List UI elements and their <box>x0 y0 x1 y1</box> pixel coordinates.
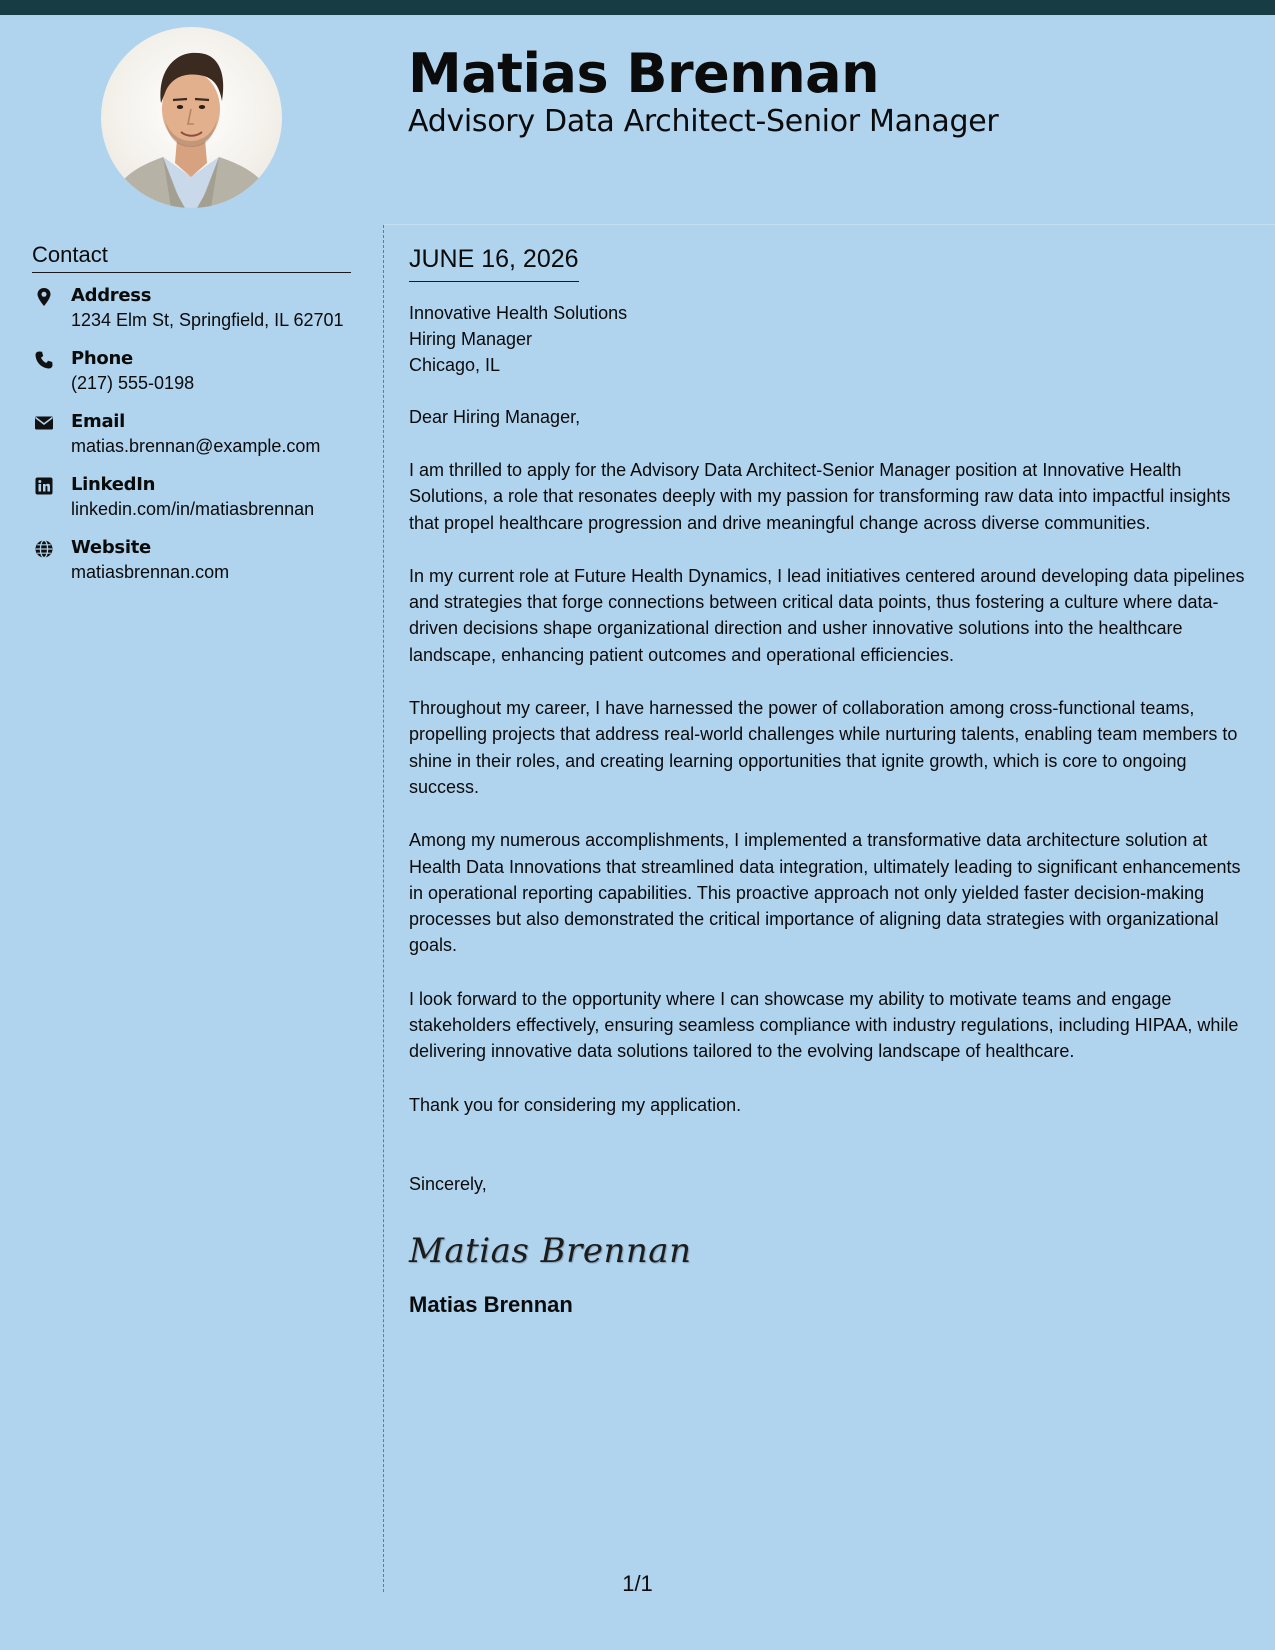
paragraph: Throughout my career, I have harnessed the power of collaboration among cross-functional teams, propelling projects that address real-world challenges while nurturing talents, enabling team members to shine in their roles, and creating learning opportunities that ignite growth, which is core to ongoing success. <box>409 698 1238 797</box>
contact-item-address <box>32 283 351 346</box>
paragraph: I look forward to the opportunity where I can showcase my ability to motivate teams and engage stakeholders effectively, ensuring seamless compliance with industry regulations, including HIPAA, while delivering innovative data solutions tailored to the evolving landscape of healthcare. <box>409 988 1239 1062</box>
globe-icon <box>34 539 54 559</box>
column-divider <box>383 225 384 1592</box>
letter-body <box>409 242 1249 1321</box>
linkedin-value[interactable]: linkedin.com/in/matiasbrennan <box>71 499 315 519</box>
candidate-name: Matias Brennan <box>408 42 880 105</box>
closing: Sincerely, <box>409 1173 487 1194</box>
phone-icon <box>34 350 54 370</box>
paragraph: In my current role at Future Health Dynamics, I lead initiatives centered around developing data pipelines and strategies that forge connections between critical data points, thus fostering a culture where data-driven decisions shape organizational direction and usher innovative solutions into the healthcare landscape, enhancing patient outcomes and operational efficiencies. <box>409 565 1245 665</box>
signed-name: Matias Brennan <box>409 1291 573 1317</box>
contact-label: Address <box>71 285 152 306</box>
contact-label: LinkedIn <box>71 474 156 495</box>
handwritten-signature: Matias Brennan <box>409 1230 692 1271</box>
contact-item-email <box>32 409 351 472</box>
recipient-location: Chicago, IL <box>409 355 501 375</box>
letter-date: JUNE 16, 2026 <box>409 242 579 282</box>
contact-item-phone <box>32 346 351 409</box>
map-pin-icon <box>34 287 54 307</box>
contact-label: Website <box>71 537 151 558</box>
top-accent-bar <box>0 0 1275 15</box>
paragraph: Among my numerous accomplishments, I implemented a transformative data architecture solution at Health Data Innovations that streamlined data integration, ultimately leading to significant enhancements in operational reporting capabilities. This proactive approach not only yielded faster decision-making processes but also demonstrated the critical importance of aligning data strategies with organizational goals. <box>409 830 1241 956</box>
contact-label: Email <box>71 411 126 432</box>
website-value[interactable]: matiasbrennan.com <box>71 562 230 582</box>
portrait-photo-image <box>101 27 282 208</box>
contact-heading: Contact <box>32 238 351 273</box>
paragraph: I am thrilled to apply for the Advisory Data Architect-Senior Manager position at Innovative Health Solutions, a role that resonates deeply with my passion for transforming raw data into impactful insights that propel healthcare progression and drive meaningful change across diverse communities. <box>409 460 1231 533</box>
contact-list <box>32 283 351 598</box>
salutation: Dear Hiring Manager, <box>409 407 581 427</box>
phone-value[interactable]: (217) 555-0198 <box>71 373 195 393</box>
job-title: Advisory Data Architect-Senior Manager <box>408 104 999 139</box>
contact-item-linkedin <box>32 472 351 535</box>
contact-label: Phone <box>71 348 133 369</box>
contact-sidebar <box>32 238 351 598</box>
recipient-block <box>409 300 1249 378</box>
page-number: 1/1 <box>622 1571 653 1596</box>
recipient-role: Hiring Manager <box>409 329 533 349</box>
linkedin-icon <box>34 476 54 496</box>
header-divider <box>384 224 1275 225</box>
address-value: 1234 Elm St, Springfield, IL 62701 <box>71 310 344 330</box>
contact-item-website <box>32 535 351 598</box>
closing-thanks: Thank you for considering my application. <box>409 1094 742 1115</box>
envelope-icon <box>34 413 54 433</box>
profile-photo <box>101 27 282 208</box>
recipient-company: Innovative Health Solutions <box>409 303 628 323</box>
email-value[interactable]: matias.brennan@example.com <box>71 436 321 456</box>
